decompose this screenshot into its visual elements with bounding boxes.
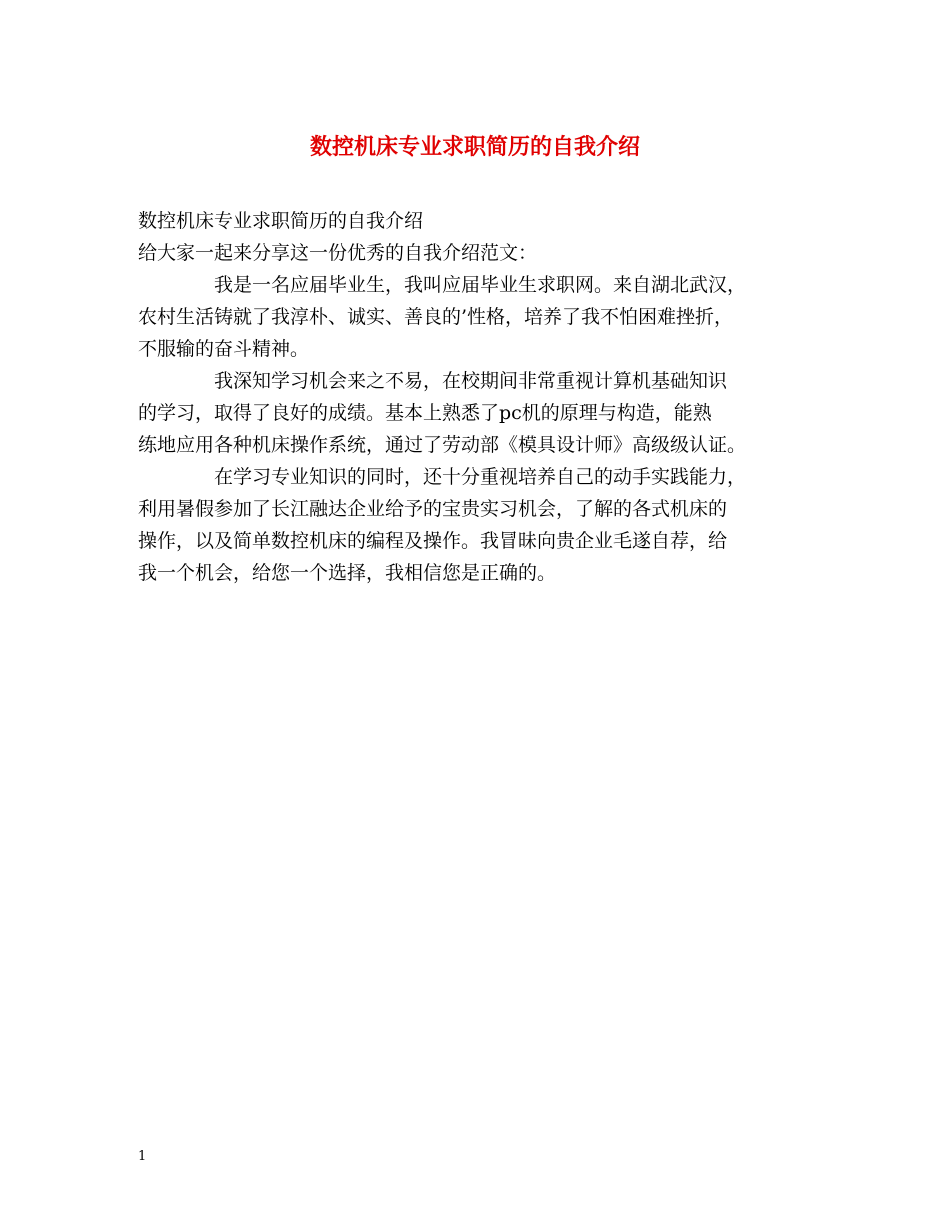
document-body — [138, 205, 838, 589]
body-line: 操作，以及简单数控机床的编程及操作。我冒昧向贵企业毛遂自荐，给 — [138, 530, 728, 552]
body-line-subtitle: 数控机床专业求职简历的自我介绍 — [138, 210, 424, 232]
page-number: 1 — [138, 1149, 147, 1164]
body-line: 不服输的奋斗精神。 — [138, 338, 310, 360]
body-line: 利用暑假参加了长江融达企业给予的宝贵实习机会，了解的各式机床的 — [138, 498, 728, 520]
body-line: 的学习，取得了良好的成绩。基本上熟悉了pc机的原理与构造，能熟 — [138, 402, 712, 424]
body-line: 练地应用各种机床操作系统，通过了劳动部《模具设计师》高级级认证。 — [138, 434, 747, 456]
body-line: 农村生活铸就了我淳朴、诚实、善良的’性格，培养了我不怕困难挫折， — [138, 306, 734, 328]
body-line-paragraph-3-start: 在学习专业知识的同时，还十分重视培养自己的动手实践能力， — [214, 466, 747, 488]
body-line-paragraph-1-start: 我是一名应届毕业生，我叫应届毕业生求职网。来自湖北武汉， — [214, 274, 747, 296]
body-line-paragraph-2-start: 我深知学习机会来之不易，在校期间非常重视计算机基础知识 — [214, 370, 728, 392]
body-line-intro: 给大家一起来分享这一份优秀的自我介绍范文： — [138, 242, 538, 264]
document-title: 数控机床专业求职简历的自我介绍 — [309, 134, 640, 160]
body-line: 我一个机会，给您一个选择，我相信您是正确的。 — [138, 562, 557, 584]
